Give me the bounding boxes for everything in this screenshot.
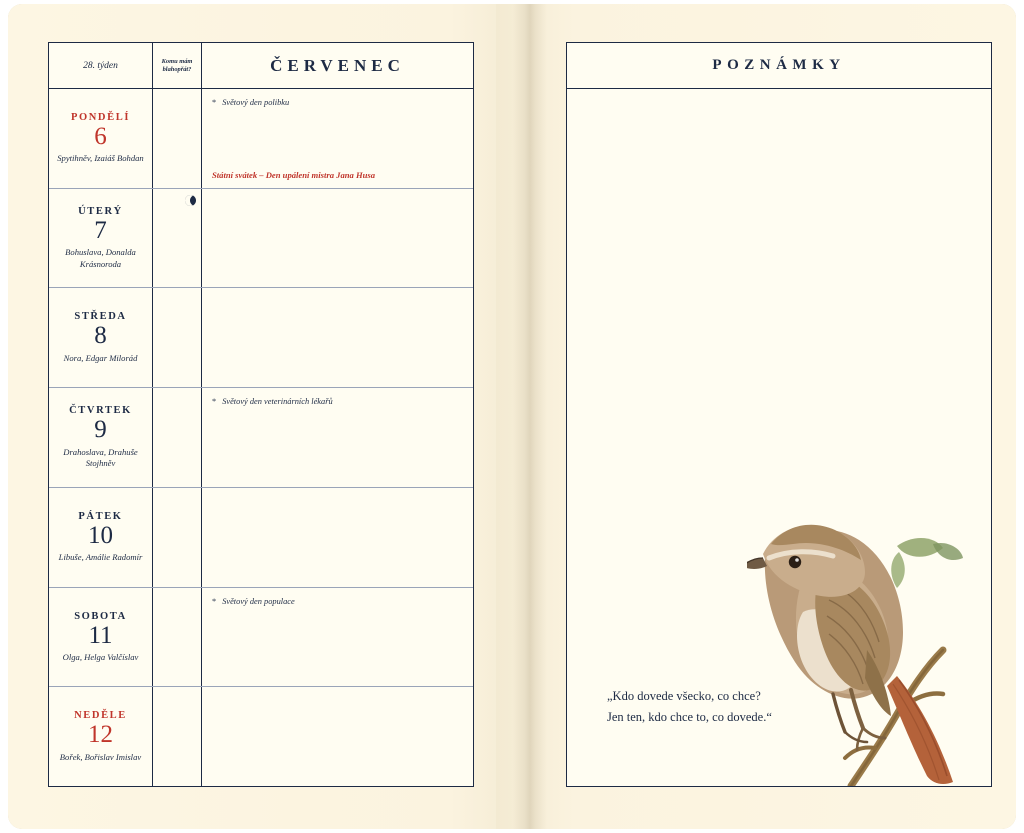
greeting-note-cell[interactable]: [153, 488, 202, 587]
name-day-names: Olga, Helga Valčíslav: [62, 651, 139, 662]
event-label: Světový den populace: [222, 596, 295, 606]
day-of-week-label: SOBOTA: [74, 610, 127, 622]
day-cell-wednesday: [49, 288, 153, 387]
day-row: [49, 388, 473, 488]
moon-phase-icon: [185, 195, 196, 206]
day-row: [49, 288, 473, 388]
calendar-header: [49, 43, 473, 89]
events-cell[interactable]: [202, 588, 473, 687]
events-cell[interactable]: [202, 388, 473, 487]
day-cell-saturday: [49, 588, 153, 687]
name-day-names: Libuše, Amálie Radomír: [58, 552, 143, 563]
day-of-week-label: ÚTERÝ: [78, 205, 123, 217]
asterisk-icon: *: [212, 397, 217, 407]
notes-panel: [566, 42, 992, 787]
day-of-week-label: ČTVRTEK: [69, 405, 132, 417]
open-diary: [8, 4, 1016, 829]
quotation-line-1: „Kdo dovede všecko, co chce?: [607, 688, 761, 703]
greeting-note-cell[interactable]: [153, 687, 202, 786]
day-cell-friday: [49, 488, 153, 587]
events-cell[interactable]: [202, 89, 473, 188]
day-number: 8: [94, 322, 107, 350]
day-number: 9: [94, 416, 107, 444]
greeting-column-label: Komu mám blahopřát?: [153, 43, 202, 88]
public-holiday-label: Státní svátek – Den upálení mistra Jana Husa: [212, 169, 376, 180]
greeting-note-cell[interactable]: [153, 89, 202, 188]
day-row: [49, 687, 473, 786]
day-cell-sunday: [49, 687, 153, 786]
day-row: [49, 189, 473, 289]
quotation: [607, 686, 772, 729]
name-day-names: Bořek, Bořislav Imislav: [59, 751, 142, 762]
name-day-names: Bohuslava, Donalda Krásnoroda: [65, 247, 136, 269]
asterisk-icon: *: [212, 596, 217, 606]
day-number: 11: [88, 621, 113, 649]
day-of-week-label: STŘEDA: [74, 311, 127, 323]
events-cell[interactable]: [202, 488, 473, 587]
event-label: Světový den veterinárních lékařů: [222, 397, 333, 407]
quotation-line-2: Jen ten, kdo chce to, co dovede.“: [607, 709, 772, 724]
events-cell[interactable]: [202, 687, 473, 786]
day-cell-thursday: [49, 388, 153, 487]
greeting-note-cell[interactable]: [153, 288, 202, 387]
day-row: [49, 89, 473, 189]
day-cell-tuesday: [49, 189, 153, 288]
event-label: Světový den polibku: [222, 98, 290, 107]
events-cell[interactable]: [202, 189, 473, 288]
asterisk-icon: *: [212, 98, 217, 107]
day-number: 7: [94, 216, 107, 244]
month-title: ČERVENEC: [270, 55, 405, 75]
greeting-note-cell[interactable]: [153, 388, 202, 487]
day-row: [49, 488, 473, 588]
name-day-names: Drahoslava, Drahuše Stojhněv: [63, 446, 138, 469]
greeting-note-cell[interactable]: [153, 588, 202, 687]
week-number-label: 28. týden: [49, 43, 153, 88]
event-item: [212, 596, 465, 609]
page-gutter: [513, 4, 547, 829]
event-item: [212, 396, 465, 409]
events-cell[interactable]: [202, 288, 473, 387]
day-of-week-label: PONDĚLÍ: [70, 111, 131, 123]
day-cell-monday: [49, 89, 153, 188]
day-number: 10: [88, 521, 113, 549]
weekly-calendar: [48, 42, 474, 787]
day-number: 12: [88, 721, 113, 749]
day-row: [49, 588, 473, 688]
bird-illustration: [747, 500, 992, 787]
name-day-names: Nora, Edgar Milorád: [63, 352, 138, 363]
day-number: 6: [94, 122, 107, 150]
greeting-note-cell[interactable]: [153, 189, 202, 288]
day-of-week-label: NEDĚLE: [74, 710, 127, 722]
day-of-week-label: PÁTEK: [78, 510, 123, 522]
event-item: [212, 97, 465, 110]
name-day-names: Spytihněv, Izaiáš Bohdan: [57, 153, 144, 164]
notes-title: POZNÁMKY: [567, 43, 991, 89]
